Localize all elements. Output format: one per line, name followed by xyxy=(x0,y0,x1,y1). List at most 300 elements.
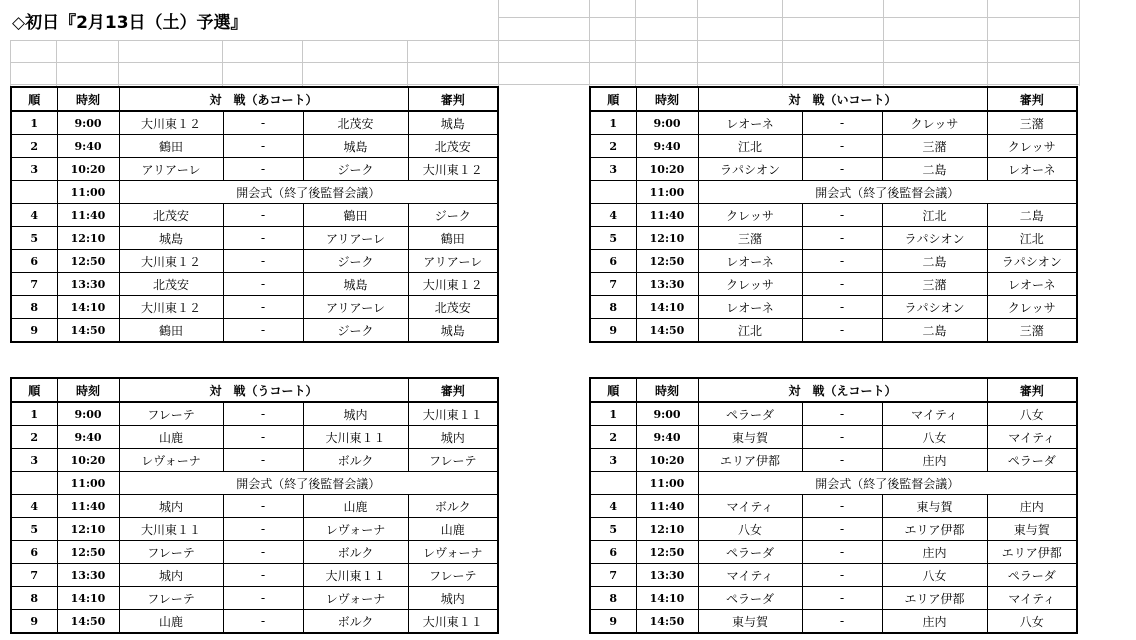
referee-team: 三潴 xyxy=(987,319,1077,343)
table-row xyxy=(11,426,498,449)
referee-team: フレーテ xyxy=(408,449,498,472)
match-time: 14:10 xyxy=(57,296,119,319)
match-number: 1 xyxy=(590,402,636,426)
team-away: エリア伊都 xyxy=(882,518,987,541)
team-home: 大川東１２ xyxy=(119,111,223,135)
team-home: 山鹿 xyxy=(119,610,223,634)
match-time: 11:40 xyxy=(57,204,119,227)
versus-separator: - xyxy=(223,495,303,518)
team-away: 大川東１１ xyxy=(303,426,408,449)
team-home: 山鹿 xyxy=(119,426,223,449)
team-home: 江北 xyxy=(698,319,802,343)
referee-team: フレーテ xyxy=(408,564,498,587)
header-time: 時刻 xyxy=(636,87,698,111)
table-row xyxy=(590,250,1077,273)
referee-team: 北茂安 xyxy=(408,135,498,158)
match-number: 9 xyxy=(590,319,636,343)
referee-team: アリアーレ xyxy=(408,250,498,273)
referee-team: 二島 xyxy=(987,204,1077,227)
grid-line xyxy=(635,0,636,86)
versus-separator: - xyxy=(802,204,882,227)
team-away: 八女 xyxy=(882,426,987,449)
versus-separator: - xyxy=(802,111,882,135)
header-order: 順 xyxy=(590,378,636,402)
match-number: 3 xyxy=(11,449,57,472)
versus-separator: - xyxy=(802,227,882,250)
match-time: 11:40 xyxy=(636,495,698,518)
header-order: 順 xyxy=(11,378,57,402)
team-away: 三潴 xyxy=(882,135,987,158)
versus-separator: - xyxy=(223,204,303,227)
versus-separator: - xyxy=(223,296,303,319)
match-time: 9:40 xyxy=(57,426,119,449)
team-away: レヴォーナ xyxy=(303,518,408,541)
versus-separator: - xyxy=(223,518,303,541)
versus-separator: - xyxy=(802,426,882,449)
match-time: 14:10 xyxy=(636,296,698,319)
match-number xyxy=(590,181,636,204)
versus-separator: - xyxy=(802,250,882,273)
match-number: 5 xyxy=(590,227,636,250)
table-row xyxy=(11,518,498,541)
team-home: 東与賀 xyxy=(698,426,802,449)
match-number: 5 xyxy=(11,227,57,250)
match-number: 3 xyxy=(590,449,636,472)
match-time: 14:10 xyxy=(636,587,698,610)
match-number: 4 xyxy=(11,204,57,227)
team-home: エリア伊都 xyxy=(698,449,802,472)
referee-team: レオーネ xyxy=(987,273,1077,296)
grid-line xyxy=(222,40,223,86)
referee-team: 城島 xyxy=(408,111,498,135)
versus-separator: - xyxy=(802,319,882,343)
table-row xyxy=(11,319,498,343)
ceremony-label: 開会式（終了後監督会議） xyxy=(119,181,498,204)
referee-team: 鶴田 xyxy=(408,227,498,250)
ceremony-row xyxy=(590,472,1077,495)
versus-separator: - xyxy=(223,402,303,426)
match-number: 2 xyxy=(590,426,636,449)
team-home: フレーテ xyxy=(119,541,223,564)
team-home: レオーネ xyxy=(698,111,802,135)
referee-team: 八女 xyxy=(987,402,1077,426)
team-home: 城島 xyxy=(119,227,223,250)
versus-separator: - xyxy=(223,319,303,343)
header-match: 対 戦（えコート） xyxy=(698,378,987,402)
versus-separator: - xyxy=(223,610,303,634)
team-home: マイティ xyxy=(698,495,802,518)
match-number: 8 xyxy=(590,296,636,319)
versus-separator: - xyxy=(802,587,882,610)
referee-team: 庄内 xyxy=(987,495,1077,518)
table-row xyxy=(11,227,498,250)
referee-team: ペラーダ xyxy=(987,564,1077,587)
versus-separator: - xyxy=(223,250,303,273)
grid-line xyxy=(10,62,498,63)
table-row xyxy=(590,426,1077,449)
referee-team: ペラーダ xyxy=(987,449,1077,472)
table-row xyxy=(11,273,498,296)
versus-separator: - xyxy=(223,541,303,564)
match-time: 11:00 xyxy=(636,472,698,495)
team-away: 二島 xyxy=(882,319,987,343)
grid-line xyxy=(407,40,408,86)
header-time: 時刻 xyxy=(57,87,119,111)
versus-separator: - xyxy=(223,158,303,181)
grid-line xyxy=(118,40,119,86)
team-away: 二島 xyxy=(882,250,987,273)
match-time: 12:50 xyxy=(636,541,698,564)
match-time: 12:50 xyxy=(57,541,119,564)
referee-team: クレッサ xyxy=(987,135,1077,158)
match-number: 7 xyxy=(590,564,636,587)
team-away: 庄内 xyxy=(882,610,987,634)
match-number: 6 xyxy=(590,541,636,564)
grid-line xyxy=(10,40,11,86)
team-away: 二島 xyxy=(882,158,987,181)
table-row xyxy=(11,402,498,426)
team-home: 北茂安 xyxy=(119,273,223,296)
versus-separator: - xyxy=(223,227,303,250)
ceremony-row xyxy=(590,181,1077,204)
grid-line xyxy=(987,0,988,86)
referee-team: レオーネ xyxy=(987,158,1077,181)
ceremony-row xyxy=(11,472,498,495)
referee-team: 北茂安 xyxy=(408,296,498,319)
match-number: 9 xyxy=(590,610,636,634)
team-home: ペラーダ xyxy=(698,541,802,564)
match-time: 9:00 xyxy=(636,402,698,426)
header-time: 時刻 xyxy=(57,378,119,402)
match-number: 7 xyxy=(11,273,57,296)
team-away: 城島 xyxy=(303,135,408,158)
match-number: 3 xyxy=(11,158,57,181)
grid-line xyxy=(498,40,1079,41)
match-time: 9:00 xyxy=(57,111,119,135)
table-row xyxy=(590,564,1077,587)
team-home: ペラーダ xyxy=(698,587,802,610)
match-number: 7 xyxy=(11,564,57,587)
match-number: 6 xyxy=(11,250,57,273)
versus-separator: - xyxy=(223,273,303,296)
team-home: 八女 xyxy=(698,518,802,541)
court-table-2 xyxy=(589,86,1078,343)
ceremony-label: 開会式（終了後監督会議） xyxy=(119,472,498,495)
referee-team: 三潴 xyxy=(987,111,1077,135)
referee-team: マイティ xyxy=(987,587,1077,610)
table-row xyxy=(11,250,498,273)
table-row xyxy=(590,273,1077,296)
versus-separator: - xyxy=(223,111,303,135)
team-away: アリアーレ xyxy=(303,227,408,250)
grid-line xyxy=(1079,0,1080,86)
match-time: 11:00 xyxy=(636,181,698,204)
table-header-row xyxy=(590,378,1077,402)
match-time: 9:40 xyxy=(636,426,698,449)
match-number xyxy=(11,472,57,495)
referee-team: 江北 xyxy=(987,227,1077,250)
versus-separator: - xyxy=(802,402,882,426)
table-row xyxy=(11,111,498,135)
court-table-3 xyxy=(10,377,499,634)
team-home: レヴォーナ xyxy=(119,449,223,472)
table-row xyxy=(11,495,498,518)
versus-separator: - xyxy=(802,296,882,319)
grid-line xyxy=(498,62,1079,63)
team-away: マイティ xyxy=(882,402,987,426)
team-home: 城内 xyxy=(119,495,223,518)
versus-separator: - xyxy=(223,587,303,610)
team-away: 城島 xyxy=(303,273,408,296)
match-time: 12:10 xyxy=(636,227,698,250)
grid-line xyxy=(498,0,499,40)
team-away: 江北 xyxy=(882,204,987,227)
table-row xyxy=(11,610,498,634)
table-row xyxy=(590,495,1077,518)
table-row xyxy=(11,204,498,227)
match-number: 7 xyxy=(590,273,636,296)
versus-separator: - xyxy=(223,449,303,472)
match-number: 8 xyxy=(11,587,57,610)
match-time: 13:30 xyxy=(636,273,698,296)
table-row xyxy=(590,518,1077,541)
match-time: 10:20 xyxy=(636,449,698,472)
team-away: ボルク xyxy=(303,541,408,564)
team-away: エリア伊都 xyxy=(882,587,987,610)
match-number xyxy=(590,472,636,495)
referee-team: ジーク xyxy=(408,204,498,227)
match-number: 6 xyxy=(590,250,636,273)
referee-team: 城内 xyxy=(408,587,498,610)
table-row xyxy=(11,449,498,472)
match-time: 12:10 xyxy=(57,518,119,541)
team-away: 三潴 xyxy=(882,273,987,296)
court-table-4 xyxy=(589,377,1078,634)
ceremony-label: 開会式（終了後監督会議） xyxy=(698,181,1077,204)
table-row xyxy=(11,541,498,564)
grid-line xyxy=(883,0,884,86)
header-match: 対 戦（うコート） xyxy=(119,378,408,402)
match-number: 3 xyxy=(590,158,636,181)
match-time: 12:50 xyxy=(57,250,119,273)
match-number: 4 xyxy=(11,495,57,518)
match-number: 9 xyxy=(11,319,57,343)
match-time: 13:30 xyxy=(57,564,119,587)
match-number: 4 xyxy=(590,204,636,227)
team-away: 東与賀 xyxy=(882,495,987,518)
team-away: ボルク xyxy=(303,449,408,472)
table-header-row xyxy=(590,87,1077,111)
versus-separator: - xyxy=(802,158,882,181)
versus-separator: - xyxy=(802,564,882,587)
team-home: 城内 xyxy=(119,564,223,587)
match-number: 5 xyxy=(590,518,636,541)
table-header-row xyxy=(11,87,498,111)
table-row xyxy=(590,319,1077,343)
match-time: 12:10 xyxy=(636,518,698,541)
referee-team: 城島 xyxy=(408,319,498,343)
match-time: 9:40 xyxy=(57,135,119,158)
team-home: 大川東１２ xyxy=(119,250,223,273)
team-away: 鶴田 xyxy=(303,204,408,227)
table-row xyxy=(590,158,1077,181)
match-time: 12:10 xyxy=(57,227,119,250)
table-header-row xyxy=(11,378,498,402)
match-time: 10:20 xyxy=(57,158,119,181)
team-home: 鶴田 xyxy=(119,319,223,343)
team-away: ラパシオン xyxy=(882,227,987,250)
match-time: 10:20 xyxy=(57,449,119,472)
grid-line xyxy=(782,0,783,86)
team-away: クレッサ xyxy=(882,111,987,135)
match-number: 4 xyxy=(590,495,636,518)
match-time: 13:30 xyxy=(636,564,698,587)
team-home: クレッサ xyxy=(698,273,802,296)
header-order: 順 xyxy=(11,87,57,111)
grid-line xyxy=(10,40,498,41)
match-time: 11:40 xyxy=(57,495,119,518)
table-row xyxy=(590,449,1077,472)
referee-team: クレッサ xyxy=(987,296,1077,319)
table-row xyxy=(590,541,1077,564)
team-home: 北茂安 xyxy=(119,204,223,227)
grid-line xyxy=(56,40,57,86)
team-away: 庄内 xyxy=(882,541,987,564)
table-row xyxy=(11,587,498,610)
referee-team: ボルク xyxy=(408,495,498,518)
team-away: 八女 xyxy=(882,564,987,587)
referee-team: レヴォーナ xyxy=(408,541,498,564)
table-row xyxy=(590,296,1077,319)
versus-separator: - xyxy=(802,273,882,296)
versus-separator: - xyxy=(223,135,303,158)
referee-team: 八女 xyxy=(987,610,1077,634)
referee-team: 山鹿 xyxy=(408,518,498,541)
team-away: ジーク xyxy=(303,250,408,273)
grid-line xyxy=(697,0,698,86)
team-away: 庄内 xyxy=(882,449,987,472)
team-away: 山鹿 xyxy=(303,495,408,518)
match-time: 12:50 xyxy=(636,250,698,273)
versus-separator: - xyxy=(223,564,303,587)
versus-separator: - xyxy=(223,426,303,449)
header-referee: 審判 xyxy=(987,87,1077,111)
match-time: 14:50 xyxy=(636,319,698,343)
ceremony-label: 開会式（終了後監督会議） xyxy=(698,472,1077,495)
team-away: 城内 xyxy=(303,402,408,426)
team-home: レオーネ xyxy=(698,296,802,319)
versus-separator: - xyxy=(802,610,882,634)
match-time: 11:00 xyxy=(57,472,119,495)
versus-separator: - xyxy=(802,518,882,541)
match-number xyxy=(11,181,57,204)
header-referee: 審判 xyxy=(987,378,1077,402)
match-time: 14:10 xyxy=(57,587,119,610)
team-home: マイティ xyxy=(698,564,802,587)
table-row xyxy=(590,610,1077,634)
referee-team: 大川東１２ xyxy=(408,273,498,296)
table-row xyxy=(590,587,1077,610)
referee-team: 城内 xyxy=(408,426,498,449)
match-time: 14:50 xyxy=(636,610,698,634)
match-time: 9:00 xyxy=(57,402,119,426)
match-number: 9 xyxy=(11,610,57,634)
page-title: ◇初日『2月13日（土）予選』 xyxy=(12,13,248,33)
match-time: 9:40 xyxy=(636,135,698,158)
header-match: 対 戦（いコート） xyxy=(698,87,987,111)
match-time: 14:50 xyxy=(57,319,119,343)
referee-team: 大川東１２ xyxy=(408,158,498,181)
versus-separator: - xyxy=(802,135,882,158)
referee-team: 大川東１１ xyxy=(408,402,498,426)
table-row xyxy=(11,158,498,181)
table-row xyxy=(11,296,498,319)
team-away: ボルク xyxy=(303,610,408,634)
match-number: 2 xyxy=(11,426,57,449)
team-home: 江北 xyxy=(698,135,802,158)
ceremony-row xyxy=(11,181,498,204)
match-number: 2 xyxy=(11,135,57,158)
referee-team: エリア伊都 xyxy=(987,541,1077,564)
header-referee: 審判 xyxy=(408,87,498,111)
grid-line xyxy=(498,84,1079,85)
versus-separator: - xyxy=(802,541,882,564)
header-match: 対 戦（あコート） xyxy=(119,87,408,111)
grid-line xyxy=(498,17,1079,18)
team-home: フレーテ xyxy=(119,587,223,610)
match-time: 13:30 xyxy=(57,273,119,296)
match-number: 1 xyxy=(11,402,57,426)
team-away: 大川東１１ xyxy=(303,564,408,587)
match-time: 14:50 xyxy=(57,610,119,634)
versus-separator: - xyxy=(802,449,882,472)
team-home: 鶴田 xyxy=(119,135,223,158)
team-away: ジーク xyxy=(303,319,408,343)
team-home: フレーテ xyxy=(119,402,223,426)
table-row xyxy=(590,111,1077,135)
table-row xyxy=(590,227,1077,250)
header-time: 時刻 xyxy=(636,378,698,402)
match-time: 10:20 xyxy=(636,158,698,181)
team-away: アリアーレ xyxy=(303,296,408,319)
team-away: 北茂安 xyxy=(303,111,408,135)
match-number: 5 xyxy=(11,518,57,541)
match-time: 11:40 xyxy=(636,204,698,227)
team-home: ペラーダ xyxy=(698,402,802,426)
team-home: レオーネ xyxy=(698,250,802,273)
referee-team: ラパシオン xyxy=(987,250,1077,273)
match-number: 2 xyxy=(590,135,636,158)
team-away: ラパシオン xyxy=(882,296,987,319)
team-away: ジーク xyxy=(303,158,408,181)
team-home: クレッサ xyxy=(698,204,802,227)
court-table-1 xyxy=(10,86,499,343)
header-order: 順 xyxy=(590,87,636,111)
referee-team: 大川東１１ xyxy=(408,610,498,634)
team-home: 大川東１２ xyxy=(119,296,223,319)
table-row xyxy=(590,402,1077,426)
match-number: 6 xyxy=(11,541,57,564)
table-row xyxy=(11,135,498,158)
match-time: 11:00 xyxy=(57,181,119,204)
match-number: 8 xyxy=(590,587,636,610)
match-number: 8 xyxy=(11,296,57,319)
table-row xyxy=(590,135,1077,158)
match-number: 1 xyxy=(11,111,57,135)
team-home: アリアーレ xyxy=(119,158,223,181)
team-away: レヴォーナ xyxy=(303,587,408,610)
table-row xyxy=(11,564,498,587)
